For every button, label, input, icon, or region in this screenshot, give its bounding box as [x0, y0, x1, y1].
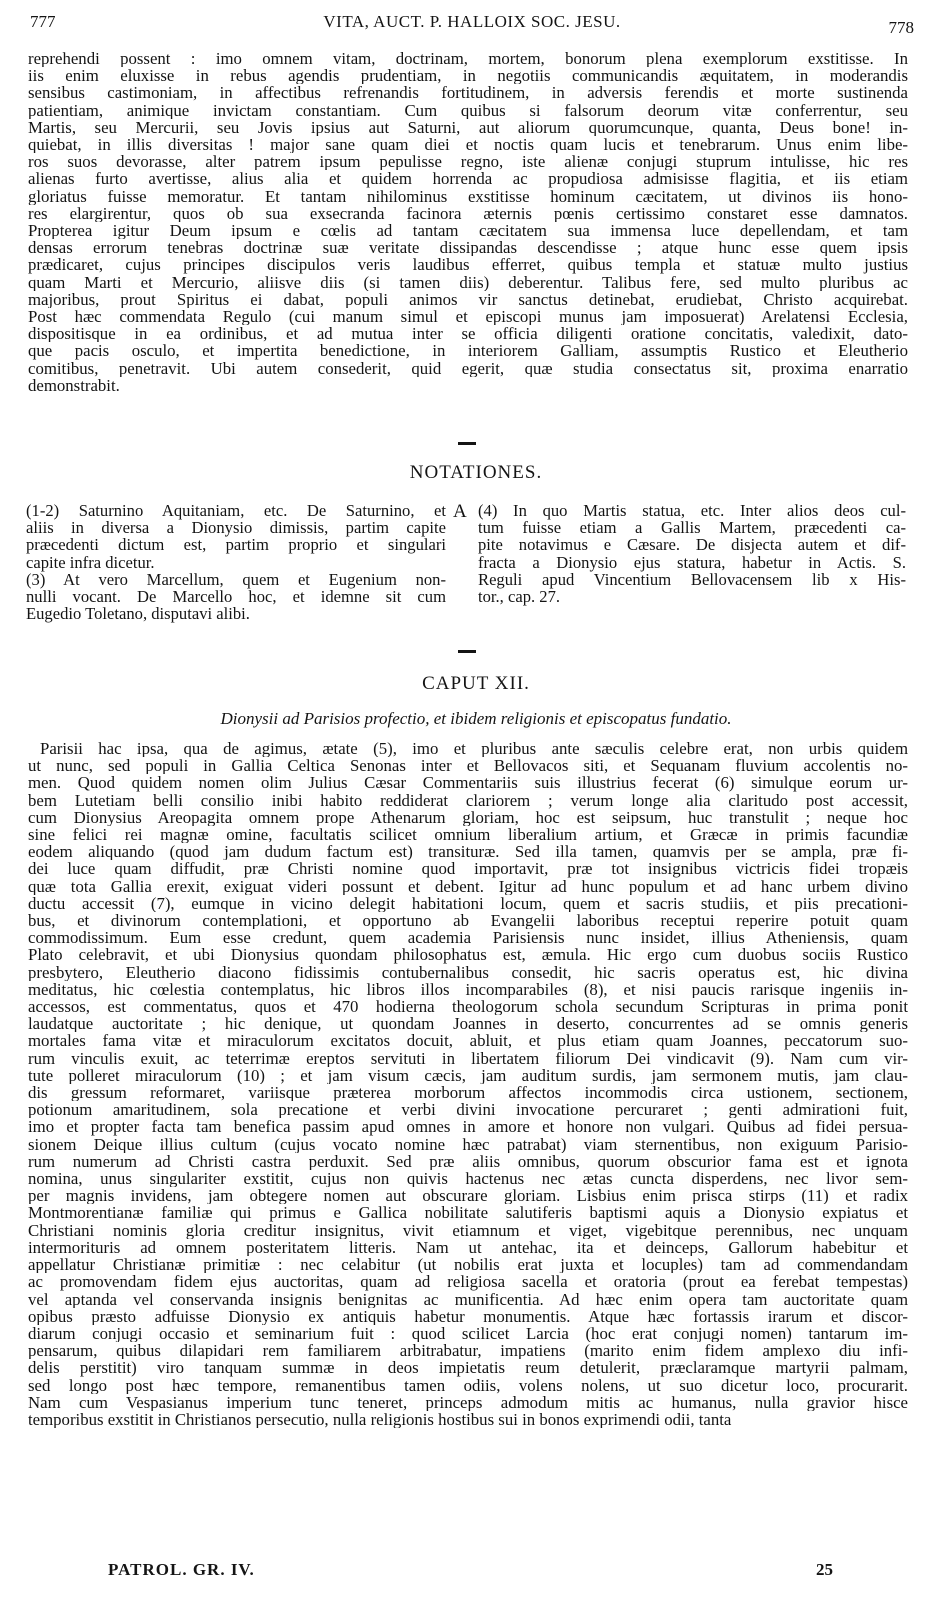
text-line: Reguli apud Vincentium Bellovacensem lib x His-	[478, 569, 906, 589]
text-line: tute polleret miraculorum (10) ; et jam visum cæcis, jam auditum surdis, jam sermonem mutis, jam clau-	[28, 1066, 908, 1085]
text-line: Eugedio Toletano, disputavi alibi.	[26, 604, 250, 624]
column-number-right: 778	[888, 18, 914, 37]
text-line: que pacis osculo, et impertita benedictione, in interiorem Galliam, assumptis Rustico et Eleutherio	[28, 342, 908, 360]
text-line: Montmorentianæ familiæ qui primus e Gallica nobilitate salutiferis baptismi aquis a Dionysio expiatus et	[28, 1204, 908, 1222]
column-marker: A	[453, 501, 467, 522]
text-line: quiebat, in illis diversitas ! major sane quam diei et noctis quam lucis et tenebrarum. Unus enim libe-	[28, 136, 908, 154]
text-line: ros suos devorasse, alter patrem ipsum pepulisse regno, iste alienæ conjugi stuprum intulisse, hic res	[28, 153, 908, 171]
text-line: sionem Deique illius cultum (cujus vocato nomine hæc patrabat) viam sternentibus, non exiguum Parisio-	[28, 1135, 908, 1153]
text-line: cum Dionysius Areopagita omnem prope Athenarum gloriam, hoc est seipsum, huc transtulit ; neque hoc	[28, 808, 908, 827]
text-line: comitibus, penetravit. Ubi autem consederit, quid egerit, quæ studia consectatus sit, proxima enarratio	[28, 359, 908, 377]
separator-dash	[458, 650, 476, 653]
text-line: densas errorum tenebras doctrinæ suæ veritate dissipandas descendisse ; atque hunc esse quem ipsis	[28, 239, 908, 257]
text-line: nomina, unus singulariter exstitit, cujus non quivis hactenus nec ætas cuncta disperdens, nec livor sem-	[28, 1170, 908, 1188]
text-line: dis gressum reformaret, variisque præterea morborum affectos incommodis circa ustionem, sectionem,	[28, 1084, 908, 1102]
text-line: tor., cap. 27.	[478, 587, 561, 607]
text-line: ac promovendam fidem ejus auctoritas, quam ad religiosa sacella et oratoria (prout ea ferebat tempestas)	[28, 1273, 908, 1291]
text-line: presbytero, Eleutherio diacono fidissimis contubernalibus consedit, hic sacris operatus est, hic divina	[28, 963, 908, 981]
text-line: aliis in diversa a Dionysio dimissis, partim capite	[26, 518, 446, 538]
notes-right-column	[478, 502, 906, 605]
text-line: alienas furto avertisse, alius alia et quidem horrenda ac propudiosa admisisse flagitia, et iis etiam	[28, 170, 908, 188]
text-line: Nam cum Vespasianus imperium tunc teneret, princeps admodum mitis ac humanus, nulla gravior hisce	[28, 1393, 908, 1411]
text-line: ductu accessit (7), eumque in vicino delegit habitationi locum, quem et sacris studiis, et piis precationi-	[28, 894, 908, 913]
text-line: vel aptanda vel conservanda insignis benignitas ac munificentia. Ad hæc enim opera tam auctoritate quam	[28, 1290, 908, 1308]
text-line: intermorituris ad omnem posteritatem litteris. Nam ut antehac, ita et deinceps, Gallorum habebitur et	[28, 1238, 908, 1257]
text-line: pensarum, quibus dilapidari rem familiarem arbitrabatur, impatiens (marito enim fidem amplexo diu infi-	[28, 1342, 908, 1360]
text-line: quæ tota Gallia erexit, exiguat videri possunt et debent. Igitur ad hunc populum et ad hanc urbem divino	[28, 877, 908, 895]
text-line: tum fuisse etiam a Gallis Martem, præcedenti ca-	[478, 518, 906, 538]
text-line: potionum amaritudinem, sola precatione et verbi divini invocatione percuraret ; genti admirationi fuit,	[28, 1101, 908, 1119]
text-line: Parisii hac ipsa, qua de agimus, ætate (5), imo et pluribus ante sæculis celebre erat, non urbis quidem	[40, 740, 908, 758]
text-line: men. Quod quidem nomen olim Julius Cæsar Commentariis suis illustrius fecerat (6) simulque eorum ur-	[28, 774, 908, 792]
text-line: capite infra dicetur.	[26, 552, 155, 572]
text-line: Christiani nominis gloria creditur insignitus, vivit etiamnum et viget, vigebitque perennibus, nec unquam	[28, 1221, 908, 1239]
text-line: opibus præsto adfuisse Dionysio ex antiquis habetur monumentis. Atque hæc fortassis irarum et discor-	[28, 1307, 908, 1325]
text-line: demonstrabit.	[28, 376, 120, 395]
text-line: prædicaret, cujus principes discipulos veris laudibus efferret, quibus templa et statuæ multo justius	[28, 256, 908, 274]
text-line: sed longo post hæc tempore, remanentibus tamen odiis, volens nolens, ut suo dicetur loco, procurarit.	[28, 1376, 908, 1394]
text-line: quam Marti et Mercurio, aliisve diis (si tamen diis) deberentur. Talibus fere, sed multo pluribus ac	[28, 273, 908, 291]
chapter-body	[28, 740, 908, 1428]
text-line: dei luce quam diffudit, præ Christi nomine quod importavit, præ tot insignibus victricis fidei tropæis	[28, 860, 908, 878]
column-number-left: 777	[30, 12, 56, 31]
text-line: præcedenti dictum est, partim proprio et singulari	[26, 535, 446, 555]
text-line: meditatus, hic cœlestia contemplatus, hic libros illos incomparabiles (8), et nisi paucis rarisque ingeniis in-	[28, 980, 908, 999]
text-line: imo et propter facta tam benefica passim apud omnes in amore et honore non vulgari. Quibus ad fidei persua-	[28, 1118, 908, 1136]
separator-dash	[458, 442, 476, 445]
text-line: dispositisque in ea ordinibus, et ad mutua inter se officia diligenti oratione concitatis, valedixit, dato-	[28, 325, 908, 343]
chapter-subtitle: Dionysii ad Parisios profectio, et ibidem religionis et episcopatus fundatio.	[220, 709, 732, 728]
text-line: nulli vocant. De Marcello hoc, et idemne sit cum	[26, 587, 446, 607]
text-line: mortales fama vitæ et miraculorum excitatos docuit, abluit, et plus etiam quam Joannes, peccatorum suo-	[28, 1032, 908, 1050]
text-line: diarum conjugi occasio et seminarium fuit : quod scilicet Larcia (hoc erat conjugi nomen) tantarum im-	[28, 1324, 908, 1343]
text-line: per magnis invidens, jam obtegere nomen aut obscurare gloriam. Lisbius enim prisca stirps (11) et radix	[28, 1187, 908, 1205]
footer-signature: 25	[816, 1560, 833, 1579]
text-line: eodem aliquando (quod jam dudum factum est) transituræ. Sed illa tamen, quamvis per se ampla, præ fi-	[28, 843, 908, 861]
text-line: Propterea igitur Deum ipsum e cœlis ad tantam cæcitatem sua immensa luce depellendam, et tam	[28, 222, 908, 240]
text-line: Martis, seu Mercurii, seu Jovis ipsius aut Saturni, aut aliorum quorumcunque, quanta, Deus bone! in-	[28, 118, 908, 137]
top-paragraph	[28, 50, 908, 394]
text-line: (1-2) Saturnino Aquitaniam, etc. De Saturnino, et	[26, 501, 446, 520]
text-line: fracta a Dionysio ejus statura, habetur in Actis. S.	[478, 552, 906, 572]
text-line: majoribus, prout Spiritus ei dabat, populi animos vir sanctus detinebat, erudiebat, Christo acquirebat.	[28, 290, 908, 309]
text-line: appellatur Christianæ primitiæ : nec celabitur (ut nobilis erat juxta et locuples) tam ad commendandam	[28, 1256, 908, 1274]
text-line: iis enim eluxisse in rebus agendis prudentiam, in negotiis communicandis æquitatem, in moderandis	[28, 67, 908, 85]
text-line: reprehendi possent : imo omnem vitam, doctrinam, mortem, bonorum plena exemplorum exstitisse. In	[28, 50, 908, 68]
footer-series: PATROL. GR. IV.	[108, 1560, 255, 1579]
text-line: bus, et divinorum contemplationi, et opportuno ab Evangelii laboribus receptui reperire potuit quam	[28, 912, 908, 930]
text-line: Plato celebravit, et ubi Dionysius quondam philosophatus est, æmula. Hic ergo cum duobus sociis Rustico	[28, 946, 908, 964]
text-line: Post hæc commendata Regulo (cui manum simul et episcopi munus jam imposuerat) Arelatensi Ecclesia,	[28, 308, 908, 326]
chapter-title: CAPUT XII.	[422, 673, 530, 694]
text-line: res elargirentur, quos ob sua exsecranda facinora æternis pœnis certissimo constaret esse damnatos.	[28, 204, 908, 223]
text-line: pite notavimus e Cæsare. De disjecta autem et dif-	[478, 535, 906, 555]
text-line: ut nunc, sed populi in Gallia Celtica Senonas inter et Bellovacos siti, et Sequanam fluvium accolentis no-	[28, 757, 908, 775]
text-line: patientiam, animique invictam constantiam. Cum quibus si falsorum deorum vitæ conferrentur, seu	[28, 101, 908, 119]
text-line: delis perstitit) viro tanquam summæ in deos impietatis reum detulerit, præclaramque martyrii palmam,	[28, 1359, 908, 1377]
text-line: bem Lutetiam belli consilio inibi habito reddiderat clariorem ; verum longe alia claritudo post accessit,	[28, 791, 908, 809]
text-line: sensibus castimoniam, in affectibus refrenandis fortitudinem, in adversis ferendis et morte sustinenda	[28, 84, 908, 102]
text-line: laudatque auctoritate ; hic denique, ut quondam Joannes in deserto, concurrentes ad se omnis generis	[28, 1015, 908, 1033]
text-line: accessos, est commentatus, quos et 470 hodierna theologorum schola secundum Scripturas in prima ponit	[28, 998, 908, 1016]
page-header	[30, 12, 914, 40]
notationes-title: NOTATIONES.	[409, 462, 543, 483]
text-line: rum numerum ad Christi castra perduxit. Sed præ aliis omnibus, quorum obscurior fama est et ignota	[28, 1152, 908, 1171]
notes-left-column	[26, 502, 446, 622]
text-line: gloriatus fuisse memoratur. Et tantam nihilominus exstitisse hominum cæcitatem, ut divinos iis hono-	[28, 187, 908, 205]
text-line: (3) At vero Marcellum, quem et Eugenium non-	[26, 569, 446, 589]
text-line: (4) In quo Martis statua, etc. Inter alios deos cul-	[478, 501, 906, 520]
text-line: sine felici rei magnæ omine, facultatis scilicet omnium liberalium artium, et Græcæ in primis facundiæ	[28, 826, 908, 844]
text-line: rum vinculis exuit, ac teterrimæ ereptos servituti in libertatem filiorum Dei vindicavit (9). Nam cum vir-	[28, 1049, 908, 1067]
running-title: VITA, AUCT. P. HALLOIX SOC. JESU.	[323, 12, 621, 31]
text-line: commodissimum. Eum esse credunt, quem academia Parisiensis nunc insidet, illius Atheniensis, quam	[28, 929, 908, 947]
text-line: temporibus exstitit in Christianos persecutio, nulla religionis hostibus sui in bonos exprimendi odii, tanta	[28, 1410, 732, 1429]
